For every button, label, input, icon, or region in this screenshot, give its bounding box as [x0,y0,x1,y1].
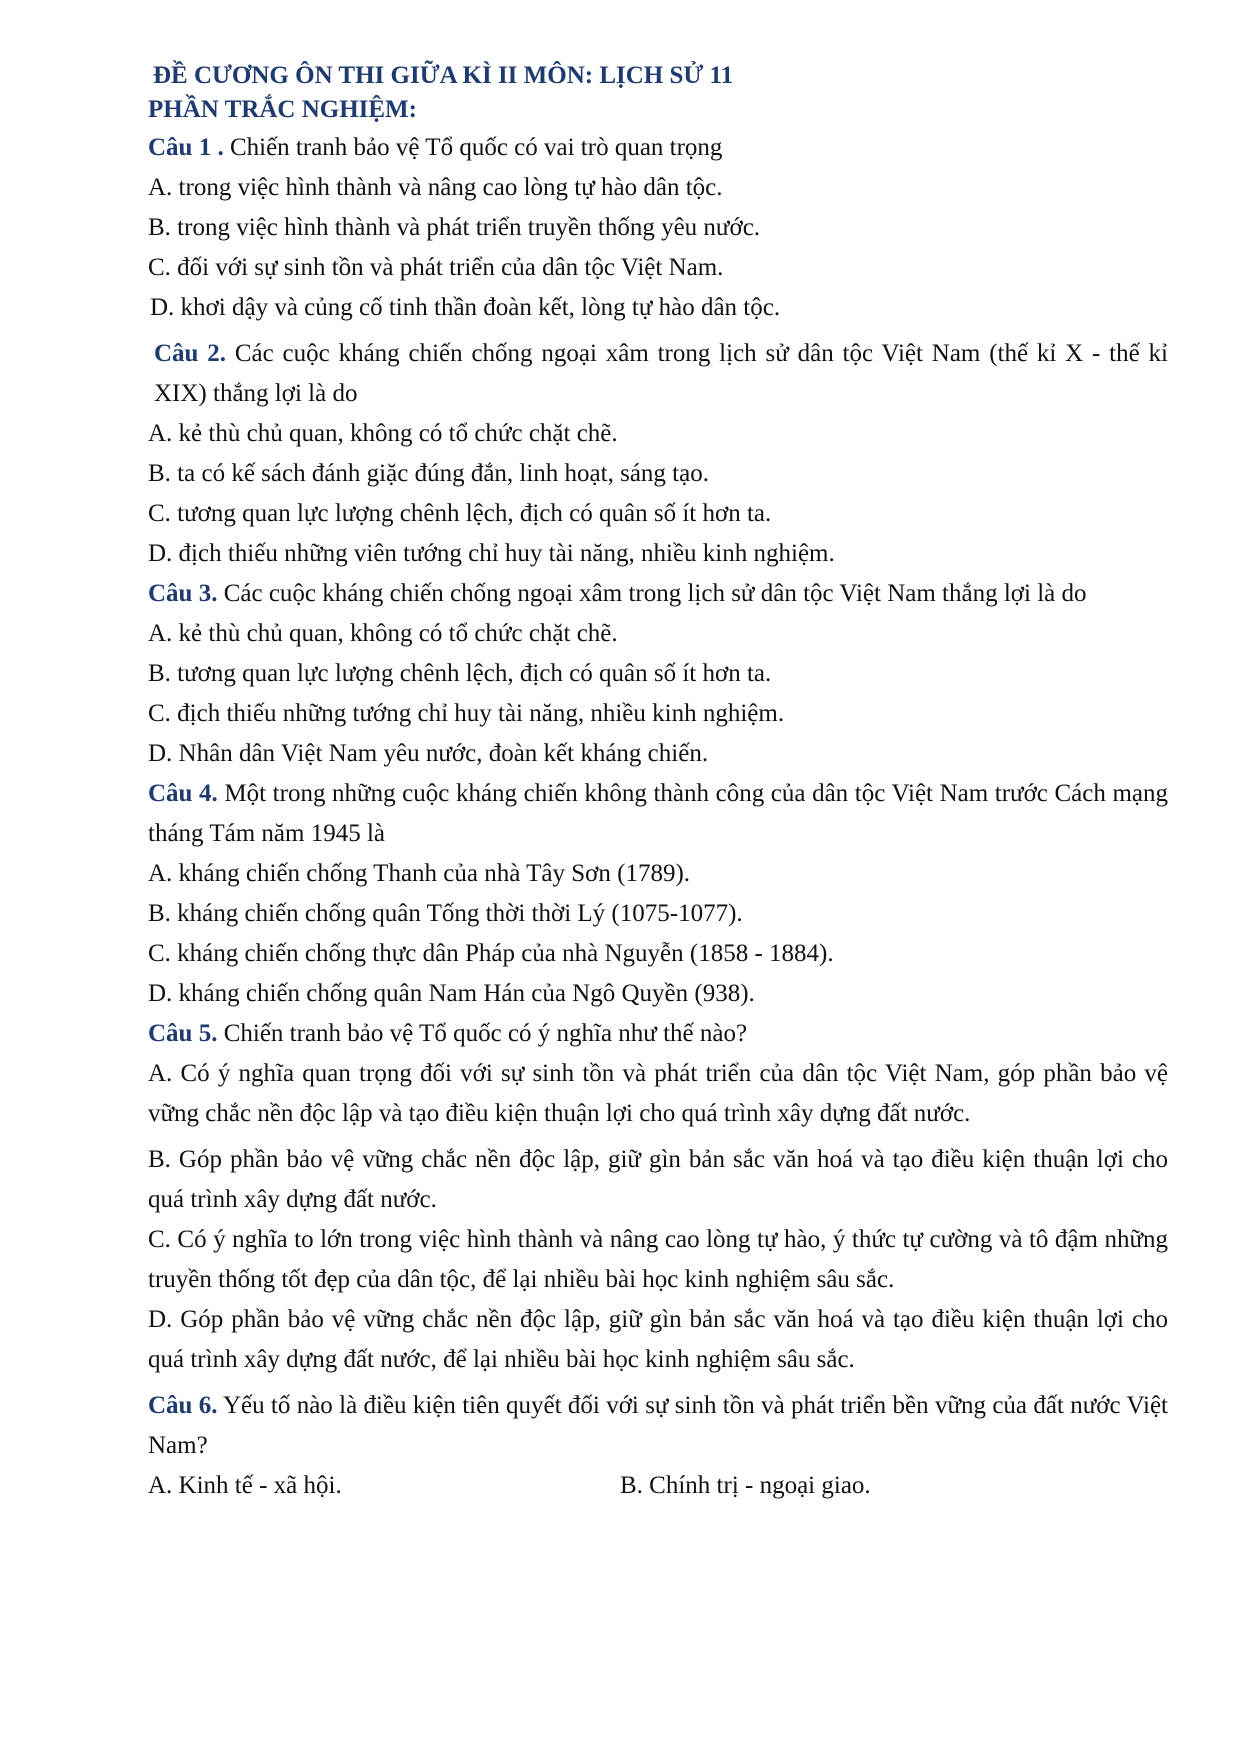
question-number: Câu 6. [148,1392,218,1419]
option-c: C. địch thiếu những tướng chỉ huy tài năng, nhiều kinh nghiệm. [148,700,785,727]
option-a: A. trong việc hình thành và nâng cao lòng tự hào dân tộc. [148,174,723,201]
option-c: C. tương quan lực lượng chênh lệch, địch có quân số ít hơn ta. [148,500,772,527]
question-4 [148,774,1168,854]
question-1 [148,128,1168,168]
question-2 [148,334,1168,414]
option-a: A. kháng chiến chống Thanh của nhà Tây Sơn (1789). [148,860,691,887]
option-d: D. Góp phần bảo vệ vững chắc nền độc lập, giữ gìn bản sắc văn hoá và tạo điều kiện thuận lợi cho quá trình xây dựng đất nước, để lại nhiều bài học kinh nghiệm sâu sắc. [148,1306,1168,1373]
question-text: Các cuộc kháng chiến chống ngoại xâm trong lịch sử dân tộc Việt Nam thắng lợi là do [223,580,1087,607]
option-c: C. Có ý nghĩa to lớn trong việc hình thành và nâng cao lòng tự hào, ý thức tự cường và tô đậm những truyền thống tốt đẹp của dân tộc, để lại nhiều bài học kinh nghiệm sâu sắc. [148,1226,1168,1293]
option-b: B. tương quan lực lượng chênh lệch, địch có quân số ít hơn ta. [148,660,772,687]
option-d: D. địch thiếu những viên tướng chỉ huy tài năng, nhiều kinh nghiệm. [148,540,835,567]
question-number: Câu 3. [148,580,218,607]
section-heading: PHẦN TRẮC NGHIỆM: [148,96,417,123]
questions-list [148,128,1168,1506]
option-a: A. Có ý nghĩa quan trọng đối với sự sinh tồn và phát triển của dân tộc Việt Nam, góp phần bảo vệ vững chắc nền độc lập và tạo điều kiện thuận lợi cho quá trình xây dựng đất nước. [148,1060,1168,1127]
options-row [148,1466,1168,1506]
option-c: C. đối với sự sinh tồn và phát triển của dân tộc Việt Nam. [148,254,724,281]
option-b: B. Chính trị - ngoại giao. [620,1472,871,1499]
question-number: Câu 5. [148,1020,218,1047]
option-b: B. trong việc hình thành và phát triển truyền thống yêu nước. [148,214,761,241]
question-number: Câu 2. [154,340,227,367]
option-d: D. Nhân dân Việt Nam yêu nước, đoàn kết kháng chiến. [148,740,709,767]
option-c: C. kháng chiến chống thực dân Pháp của nhà Nguyễn (1858 - 1884). [148,940,834,967]
question-text: Các cuộc kháng chiến chống ngoại xâm trong lịch sử dân tộc Việt Nam (thế kỉ X - thế kỉ XIX) thắng lợi là do [154,340,1168,407]
option-a: A. kẻ thù chủ quan, không có tổ chức chặt chẽ. [148,420,618,447]
question-3 [148,574,1168,614]
question-text: Một trong những cuộc kháng chiến không thành công của dân tộc Việt Nam trước Cách mạng tháng Tám năm 1945 là [148,780,1169,847]
option-b: B. kháng chiến chống quân Tống thời thời Lý (1075-1077). [148,900,743,927]
question-text: Chiến tranh bảo vệ Tổ quốc có ý nghĩa như thế nào? [223,1020,748,1047]
question-6 [148,1386,1168,1466]
option-d: D. khơi dậy và củng cố tinh thần đoàn kết, lòng tự hào dân tộc. [150,294,781,321]
question-5 [148,1014,1168,1054]
option-a: A. kẻ thù chủ quan, không có tổ chức chặt chẽ. [148,620,618,647]
question-text: Chiến tranh bảo vệ Tổ quốc có vai trò quan trọng [229,134,723,161]
option-b: B. Góp phần bảo vệ vững chắc nền độc lập, giữ gìn bản sắc văn hoá và tạo điều kiện thuận lợi cho quá trình xây dựng đất nước. [148,1146,1168,1213]
question-number: Câu 1 . [148,134,224,161]
question-number: Câu 4. [148,780,218,807]
option-b: B. ta có kế sách đánh giặc đúng đắn, linh hoạt, sáng tạo. [148,460,709,487]
question-text: Yếu tố nào là điều kiện tiên quyết đối với sự sinh tồn và phát triển bền vững của đất nước Việt Nam? [148,1392,1168,1459]
option-d: D. kháng chiến chống quân Nam Hán của Ngô Quyền (938). [148,980,755,1007]
option-a: A. Kinh tế - xã hội. [148,1472,342,1499]
document-title: ĐỀ CƯƠNG ÔN THI GIỮA KÌ II MÔN: LỊCH SỬ 11 [153,62,734,89]
